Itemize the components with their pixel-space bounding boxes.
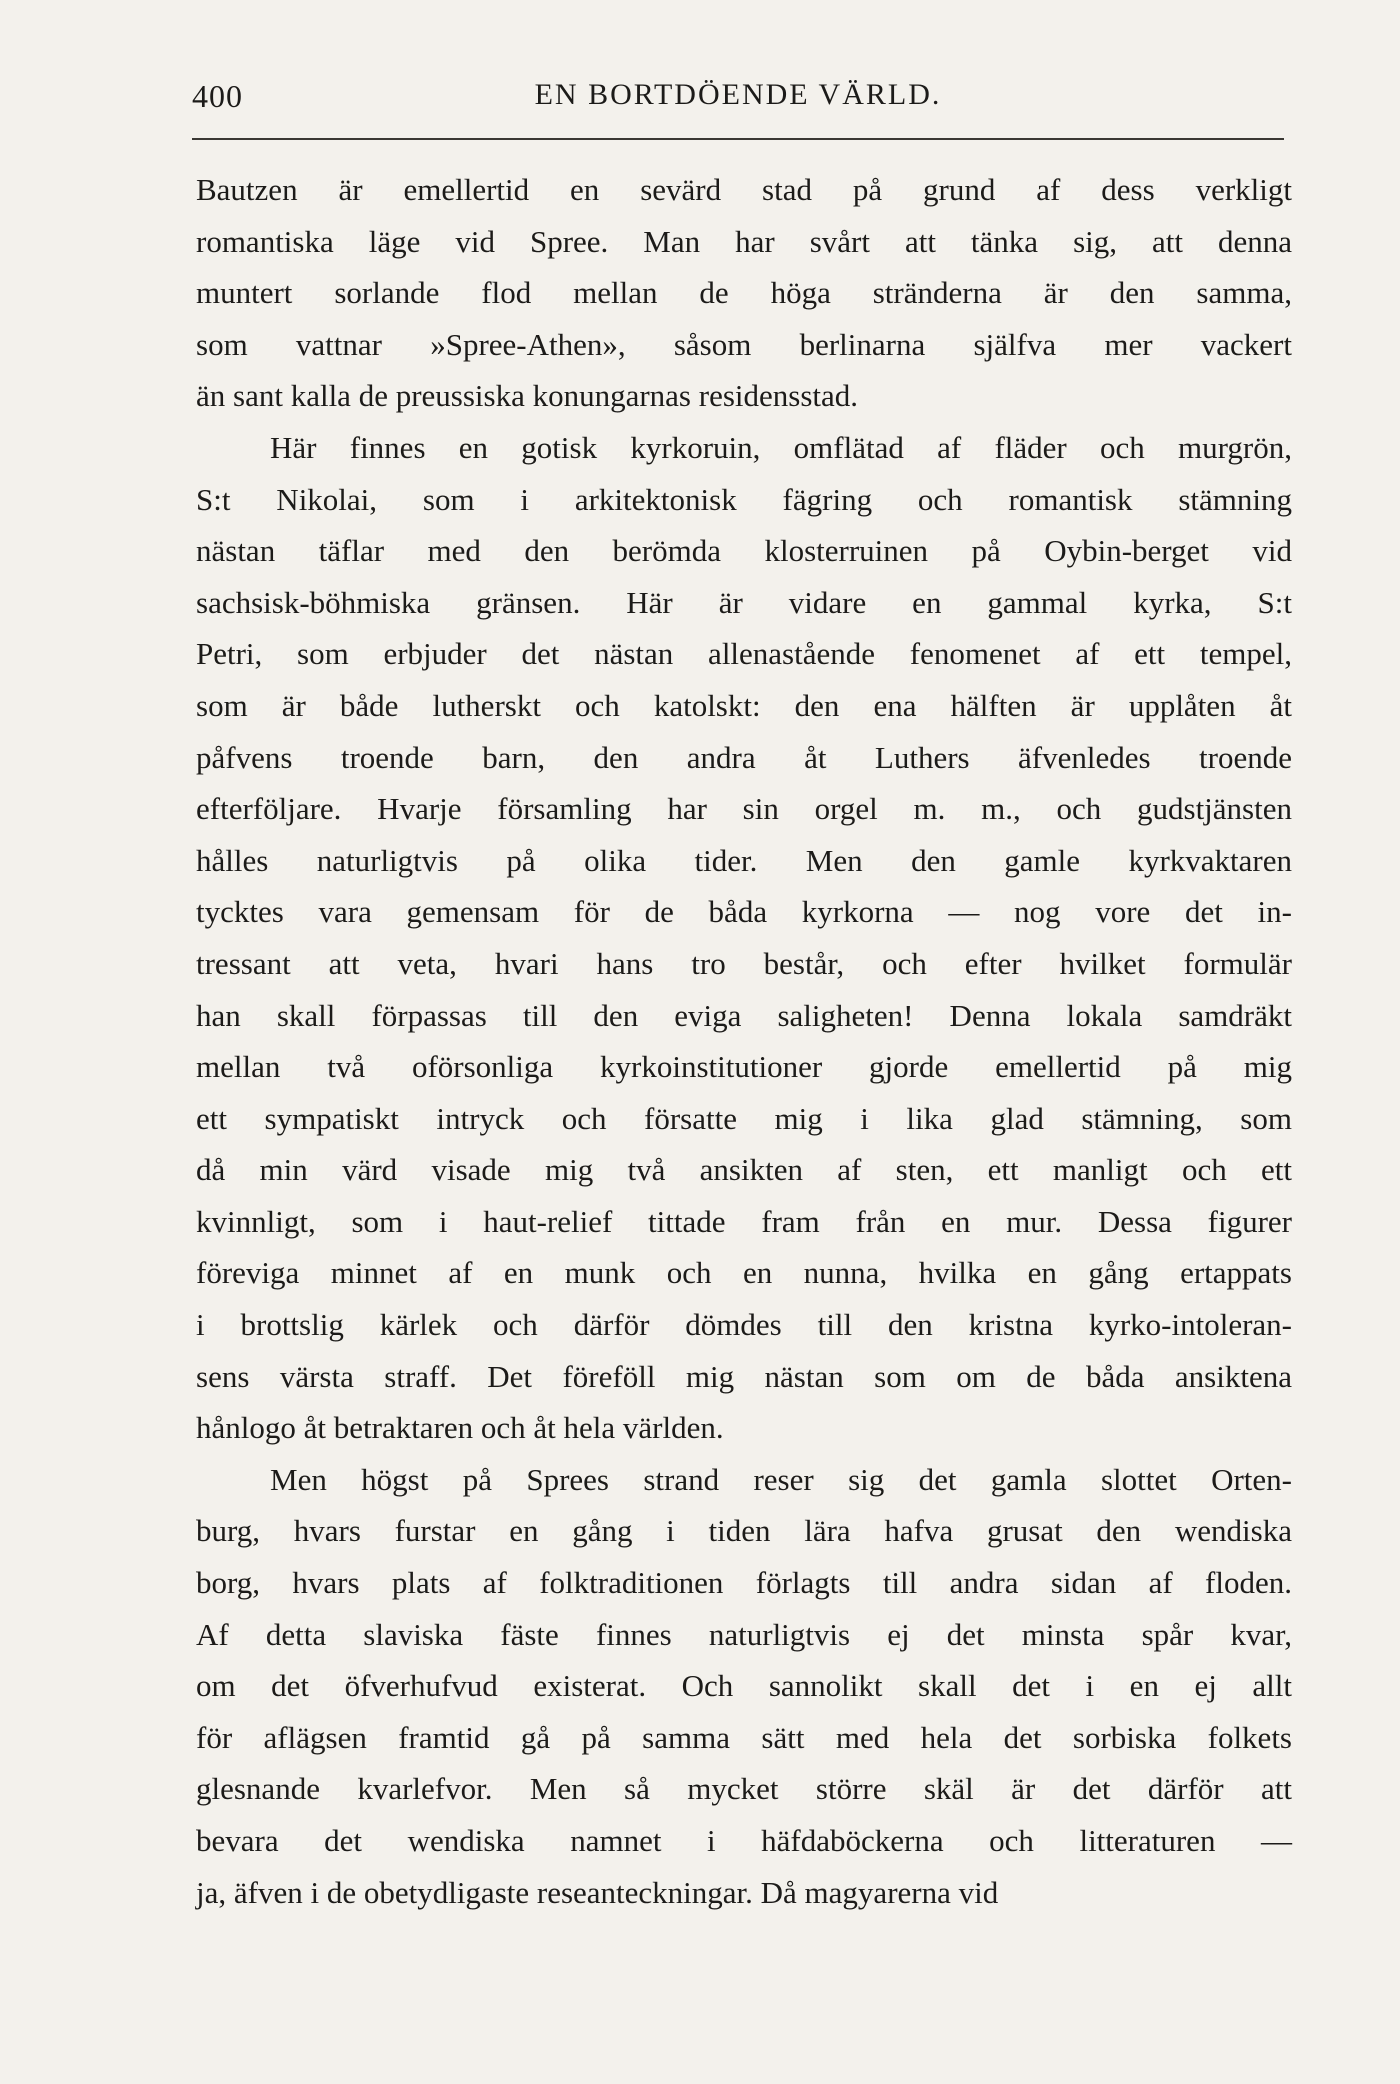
text-line: tycktes vara gemensam för de båda kyrkorna — nog vore det in- [196, 894, 1292, 930]
text-line: ja, äfven i de obetydligaste reseanteckningar. Då magyarerna vid [196, 1874, 999, 1910]
text-line: glesnande kvarlefvor. Men så mycket större skäl är det därför att [196, 1771, 1292, 1807]
text-line: Petri, som erbjuder det nästan allenastående fenomenet af ett tempel, [196, 636, 1292, 672]
text-line: påfvens troende barn, den andra åt Luthers äfvenledes troende [196, 739, 1292, 775]
text-line: tressant att veta, hvari hans tro består, och efter hvilket formulär [196, 945, 1292, 981]
text-line: då min värd visade mig två ansikten af sten, ett manligt och ett [196, 1152, 1292, 1188]
text-line: hålles naturligtvis på olika tider. Men den gamle kyrkvaktaren [196, 842, 1292, 878]
text-line: om det öfverhufvud existerat. Och sannolikt skall det i en ej allt [196, 1668, 1292, 1704]
body-text [196, 164, 1292, 1918]
paragraph [196, 422, 1292, 1454]
text-line: Men högst på Sprees strand reser sig det gamla slottet Orten- [270, 1461, 1292, 1497]
text-line: efterföljare. Hvarje församling har sin orgel m. m., och gudstjänsten [196, 791, 1292, 827]
text-line: borg, hvars plats af folktraditionen förlagts till andra sidan af floden. [196, 1565, 1292, 1601]
text-line: S:t Nikolai, som i arkitektonisk fägring och romantisk stämning [196, 481, 1292, 517]
header-rule [192, 138, 1284, 140]
page-number: 400 [192, 78, 243, 114]
text-line: muntert sorlande flod mellan de höga stränderna är den samma, [196, 275, 1292, 311]
text-line: föreviga minnet af en munk och en nunna, hvilka en gång ertappats [196, 1255, 1292, 1291]
paragraph [196, 1454, 1292, 1918]
text-line: som vattnar »Spree-Athen», såsom berlinarna själfva mer vackert [196, 326, 1292, 362]
paragraph [196, 164, 1292, 422]
text-line: som är både lutherskt och katolskt: den ena hälften är upplåten åt [196, 687, 1292, 723]
text-line: för aflägsen framtid gå på samma sätt med hela det sorbiska folkets [196, 1719, 1292, 1755]
text-line: sachsisk-böhmiska gränsen. Här är vidare en gammal kyrka, S:t [196, 584, 1292, 620]
text-line: Af detta slaviska fäste finnes naturligtvis ej det minsta spår kvar, [196, 1616, 1292, 1652]
text-line: mellan två oförsonliga kyrkoinstitutioner gjorde emellertid på mig [196, 1049, 1292, 1085]
text-line: han skall förpassas till den eviga saligheten! Denna lokala samdräkt [196, 997, 1292, 1033]
text-line: bevara det wendiska namnet i häfdaböckerna och litteraturen — [196, 1823, 1292, 1858]
text-line: burg, hvars furstar en gång i tiden lära hafva grusat den wendiska [196, 1513, 1292, 1549]
text-line: romantiska läge vid Spree. Man har svårt att tänka sig, att denna [196, 223, 1292, 259]
text-line: i brottslig kärlek och därför dömdes till den kristna kyrko-intoleran- [196, 1307, 1292, 1343]
text-line: ett sympatiskt intryck och försatte mig i lika glad stämning, som [196, 1100, 1292, 1136]
text-line: sens värsta straff. Det föreföll mig nästan som om de båda ansiktena [196, 1358, 1292, 1394]
page-header [192, 78, 1284, 122]
text-line: hånlogo åt betraktaren och åt hela världen. [196, 1410, 724, 1446]
text-line: än sant kalla de preussiska konungarnas residensstad. [196, 378, 859, 414]
text-line: kvinnligt, som i haut-relief tittade fram från en mur. Dessa figurer [196, 1203, 1292, 1239]
running-title: EN BORTDÖENDE VÄRLD. [534, 78, 942, 111]
text-line: Bautzen är emellertid en sevärd stad på grund af dess verkligt [196, 172, 1292, 207]
text-line: nästan täflar med den berömda klosterruinen på Oybin-berget vid [196, 533, 1292, 569]
text-line: Här finnes en gotisk kyrkoruin, omflätad af fläder och murgrön, [270, 429, 1292, 465]
